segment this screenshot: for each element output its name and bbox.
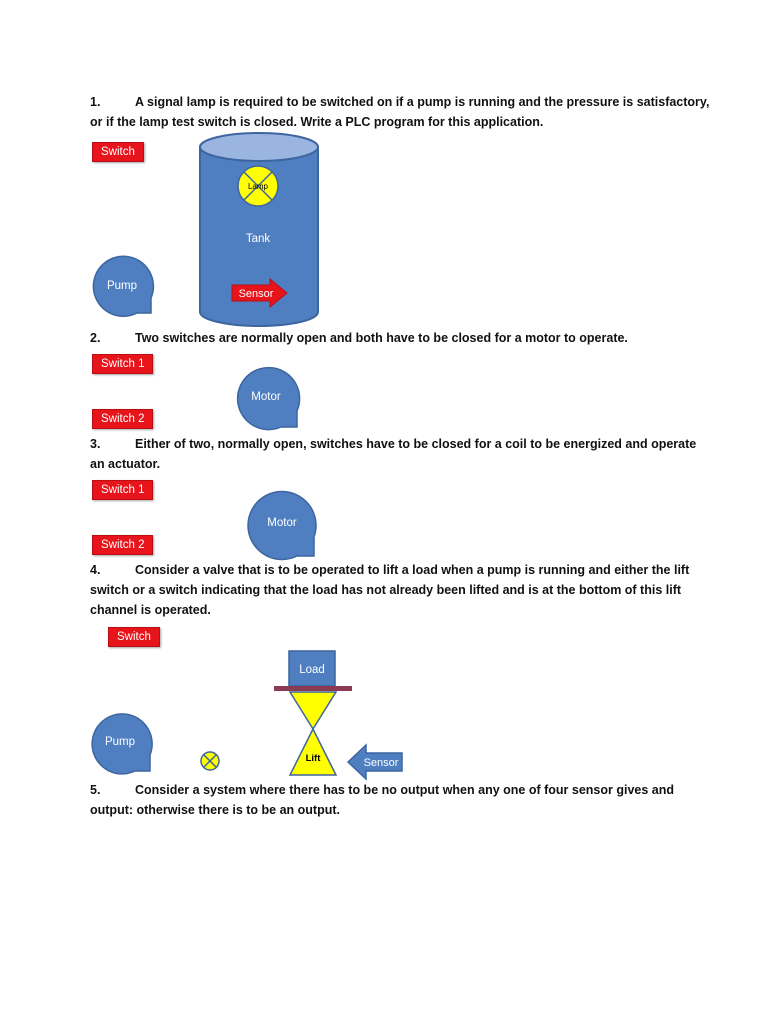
lamp-icon-fig4 xyxy=(201,752,219,770)
lamp-label: Lamp xyxy=(247,182,269,191)
switch-2-label-fig3: Switch 2 xyxy=(92,535,153,555)
load-platform-bar xyxy=(274,686,352,691)
load-label: Load xyxy=(299,664,325,676)
sensor-label-fig1: Sensor xyxy=(238,288,274,300)
tank-label: Tank xyxy=(245,233,271,245)
switch-2-label-fig2: Switch 2 xyxy=(92,409,153,429)
motor-label-fig3: Motor xyxy=(267,517,297,529)
motor-label-fig2: Motor xyxy=(251,391,281,403)
question-1: 1. A signal lamp is required to be switched on if a pump is running and the pressure is satisfactory, or if the lamp test switch is closed. Write a PLC program for this application. xyxy=(90,95,710,129)
pump-label-fig1: Pump xyxy=(106,280,138,292)
question-4: 4. Consider a valve that is to be operated to lift a load when a pump is running and either the lift switch or a switch indicating that the load has not already been lifted and is at the bottom of this lift channel is operated. xyxy=(90,563,690,617)
lift-label: Lift xyxy=(305,753,321,764)
sensor-label-fig4: Sensor xyxy=(363,757,399,769)
question-5: 5. Consider a system where there has to be no output when any one of four sensor gives and output: otherwise there is to be an output. xyxy=(90,783,674,817)
switch-label-fig1: Switch xyxy=(92,142,144,162)
switch-1-label-fig3: Switch 1 xyxy=(92,480,153,500)
pump-label-fig4: Pump xyxy=(104,736,136,748)
switch-1-label-fig2: Switch 1 xyxy=(92,354,153,374)
switch-label-fig4: Switch xyxy=(108,627,160,647)
question-3: 3. Either of two, normally open, switches have to be closed for a coil to be energized and operate an actuator. xyxy=(90,437,697,471)
question-2: 2. Two switches are normally open and both have to be closed for a motor to operate. xyxy=(90,331,628,345)
